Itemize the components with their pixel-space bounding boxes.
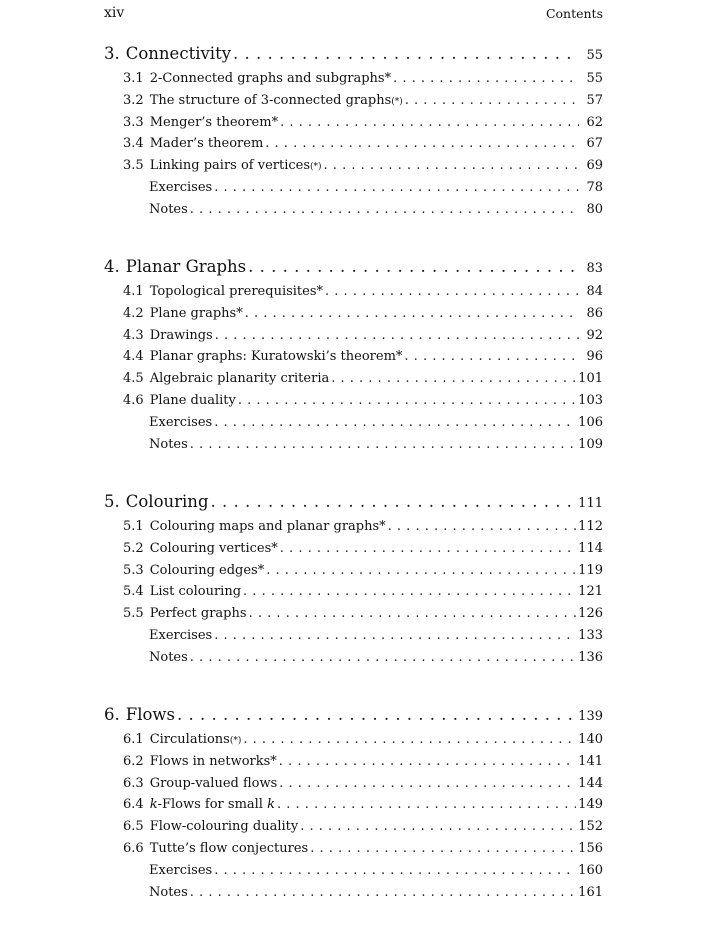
chapter-page: 55 (586, 48, 603, 63)
toc-entry[interactable] (104, 71, 603, 93)
section-title: Perfect graphs (149, 606, 247, 622)
section-title: Flow-colouring duality (149, 819, 299, 835)
section-title: Circulations (149, 732, 230, 747)
section-title: 2-Connected graphs and subgraphs* (149, 71, 392, 86)
toc-chapter-6 (104, 705, 603, 906)
toc-entry[interactable] (104, 754, 603, 776)
section-page: 78 (586, 179, 603, 195)
dot-leader (393, 71, 579, 86)
chapter-number: 5. (104, 492, 120, 511)
section-title (150, 797, 275, 812)
section-title: Exercises (149, 862, 213, 878)
toc-entry[interactable]: 3.2 The structure of 3-connected graphs (*) . . . 57 (104, 93, 603, 115)
toc-entry[interactable]: 3.5 Linking pairs of vertices (*) . . . 69 (104, 158, 603, 180)
running-head (104, 4, 603, 24)
section-title: Exercises (149, 627, 213, 643)
chapter-number: 4. (104, 257, 120, 276)
section-number: 6.1 (123, 732, 144, 747)
dot-leader (190, 885, 576, 900)
chapter-page: 139 (578, 709, 603, 724)
section-title: Drawings (149, 327, 213, 343)
section-page: 57 (586, 92, 603, 108)
section-page: 144 (578, 775, 603, 791)
section-title: Flows in networks* (149, 753, 277, 769)
section-page: 103 (578, 392, 603, 408)
section-page: 67 (586, 136, 603, 152)
section-page: 133 (578, 627, 603, 643)
toc-entry-notes[interactable] (104, 650, 603, 672)
dot-leader (177, 705, 576, 724)
dot-leader (249, 606, 577, 621)
toc-entry[interactable] (104, 841, 603, 863)
dot-leader (279, 776, 576, 791)
toc-entry[interactable] (104, 541, 603, 563)
section-page: 86 (586, 305, 603, 321)
dot-leader (215, 328, 579, 343)
section-title: List colouring (149, 584, 242, 600)
toc-chapter-3 (104, 44, 603, 224)
section-title: The structure of 3-connected graphs (149, 92, 392, 108)
dot-leader (211, 492, 577, 511)
section-page: 69 (586, 158, 603, 174)
dot-leader (324, 158, 579, 173)
section-number: 4.2 (123, 305, 144, 321)
toc-entry[interactable] (104, 797, 603, 819)
title-text: -Flows for small (157, 797, 268, 813)
section-page: 126 (578, 606, 603, 622)
section-number: 6.2 (123, 753, 144, 769)
dot-leader (310, 841, 576, 856)
math-k: k (267, 797, 275, 813)
dot-leader (190, 202, 579, 217)
section-number: 3.4 (123, 136, 144, 152)
section-page: 119 (578, 562, 603, 578)
section-number: 5.5 (123, 606, 144, 622)
section-page: 140 (578, 732, 603, 747)
toc-entry-notes[interactable] (104, 885, 603, 907)
dot-leader (238, 393, 576, 408)
dot-leader (279, 754, 576, 769)
section-number: 6.4 (123, 797, 144, 813)
section-page: 156 (578, 840, 603, 856)
section-page: 114 (578, 540, 603, 556)
section-number: 3.2 (123, 92, 144, 108)
toc-entry[interactable]: 6.1 Circulations (*) . . . 140 (104, 732, 603, 754)
section-page: 149 (578, 797, 603, 813)
section-number: 3.3 (123, 114, 144, 130)
section-title: Notes (149, 201, 188, 217)
toc-entry[interactable] (104, 776, 603, 798)
dot-leader (248, 257, 579, 276)
section-number: 5.1 (123, 519, 144, 534)
toc-chapter-5 (104, 492, 603, 672)
dot-leader (265, 136, 579, 151)
section-page: 141 (578, 753, 603, 769)
section-title: Notes (149, 649, 188, 665)
toc-entry[interactable] (104, 136, 603, 158)
section-number: 4.3 (123, 327, 144, 343)
section-page: 121 (578, 584, 603, 600)
toc-entry[interactable] (104, 563, 603, 585)
section-number: 5.4 (123, 584, 144, 600)
dot-leader (214, 628, 576, 643)
section-page: 96 (586, 349, 603, 365)
section-page: 109 (578, 436, 603, 452)
dot-leader (300, 819, 576, 834)
toc-entry[interactable] (104, 393, 603, 415)
running-title: Contents (545, 6, 603, 21)
dot-leader (331, 371, 576, 386)
section-title: Plane graphs* (149, 305, 243, 321)
dot-leader (388, 519, 577, 534)
chapter-title: Flows (125, 705, 176, 724)
dot-leader (277, 797, 576, 812)
toc-entry-exercises[interactable] (104, 628, 603, 650)
section-page: 101 (578, 371, 603, 387)
toc-entry-exercises[interactable] (104, 415, 603, 437)
chapter-title: Colouring (125, 492, 209, 511)
toc-entry[interactable] (104, 349, 603, 371)
toc-chapter-4 (104, 257, 603, 458)
chapter-heading[interactable] (104, 257, 603, 281)
dot-leader (214, 863, 576, 878)
toc-entry[interactable] (104, 371, 603, 393)
section-number: 6.5 (123, 819, 144, 835)
section-title: Planar graphs: Kuratowski’s theorem* (149, 349, 403, 365)
toc-entry[interactable] (104, 115, 603, 137)
section-title: Plane duality (149, 392, 236, 408)
chapter-title: Connectivity (125, 44, 232, 63)
toc-entry[interactable] (104, 328, 603, 350)
dot-leader (214, 180, 579, 195)
dot-leader (325, 284, 579, 299)
section-title: Mader’s theorem (149, 136, 264, 152)
dot-leader (266, 563, 576, 578)
section-page: 62 (586, 114, 603, 130)
toc-entry[interactable] (104, 819, 603, 841)
section-title: Colouring vertices* (149, 540, 278, 556)
chapter-heading[interactable] (104, 492, 603, 516)
toc-entry[interactable] (104, 519, 603, 541)
section-page: 161 (578, 884, 603, 900)
section-number: 4.4 (123, 349, 144, 365)
toc-entry[interactable] (104, 306, 603, 328)
section-number: 4.6 (123, 392, 144, 408)
section-number: 3.5 (123, 158, 144, 174)
dot-leader (243, 732, 576, 747)
section-number: 5.2 (123, 540, 144, 556)
section-page: 136 (578, 649, 603, 665)
chapter-number: 6. (104, 705, 120, 724)
dot-leader (214, 415, 576, 430)
section-number: 4.5 (123, 371, 144, 387)
section-page: 55 (586, 71, 603, 86)
dot-leader (243, 584, 576, 599)
dot-leader (190, 650, 576, 665)
section-title: Menger’s theorem* (149, 114, 279, 130)
section-page: 160 (578, 862, 603, 878)
toc-entry[interactable] (104, 584, 603, 606)
chapter-heading[interactable] (104, 44, 603, 68)
section-page: 106 (578, 414, 603, 430)
dot-leader (245, 306, 579, 321)
dot-leader (405, 93, 579, 108)
section-number: 6.6 (123, 840, 144, 856)
chapter-title: Planar Graphs (125, 257, 247, 276)
chapter-heading[interactable] (104, 705, 603, 729)
section-title: Tutte’s flow conjectures (149, 840, 309, 856)
section-title: Colouring maps and planar graphs* (149, 519, 386, 534)
section-page: 152 (578, 819, 603, 835)
toc-entry-notes[interactable] (104, 437, 603, 459)
dot-leader (280, 115, 579, 130)
section-title: Colouring edges* (149, 562, 265, 578)
section-title: Algebraic planarity criteria (149, 371, 330, 387)
section-number: 5.3 (123, 562, 144, 578)
toc-entry[interactable] (104, 284, 603, 306)
section-title: Notes (149, 436, 188, 452)
section-number: 6.3 (123, 775, 144, 791)
section-title: Notes (149, 884, 188, 900)
section-page: 80 (586, 201, 603, 217)
section-title: Group-valued flows (149, 775, 278, 791)
toc-entry-exercises[interactable] (104, 863, 603, 885)
section-title: Exercises (149, 179, 213, 195)
toc-entry[interactable] (104, 606, 603, 628)
section-title: Topological prerequisites* (149, 284, 324, 299)
math-k: k (149, 797, 158, 813)
dot-leader (280, 541, 576, 556)
page-numeral: xiv (104, 5, 125, 21)
dot-leader (233, 44, 579, 63)
section-page: 84 (586, 284, 603, 299)
section-number: 4.1 (123, 284, 144, 299)
dot-leader (190, 437, 576, 452)
section-number: 3.1 (123, 71, 144, 86)
toc-entry-notes[interactable] (104, 202, 603, 224)
section-page: 92 (586, 327, 603, 343)
chapter-number: 3. (104, 44, 120, 63)
section-page: 112 (578, 519, 603, 534)
section-title: Linking pairs of vertices (149, 158, 311, 174)
chapter-page: 83 (586, 261, 603, 276)
section-title: Exercises (149, 414, 213, 430)
dot-leader (404, 349, 579, 364)
chapter-page: 111 (578, 496, 603, 511)
toc-entry-exercises[interactable] (104, 180, 603, 202)
